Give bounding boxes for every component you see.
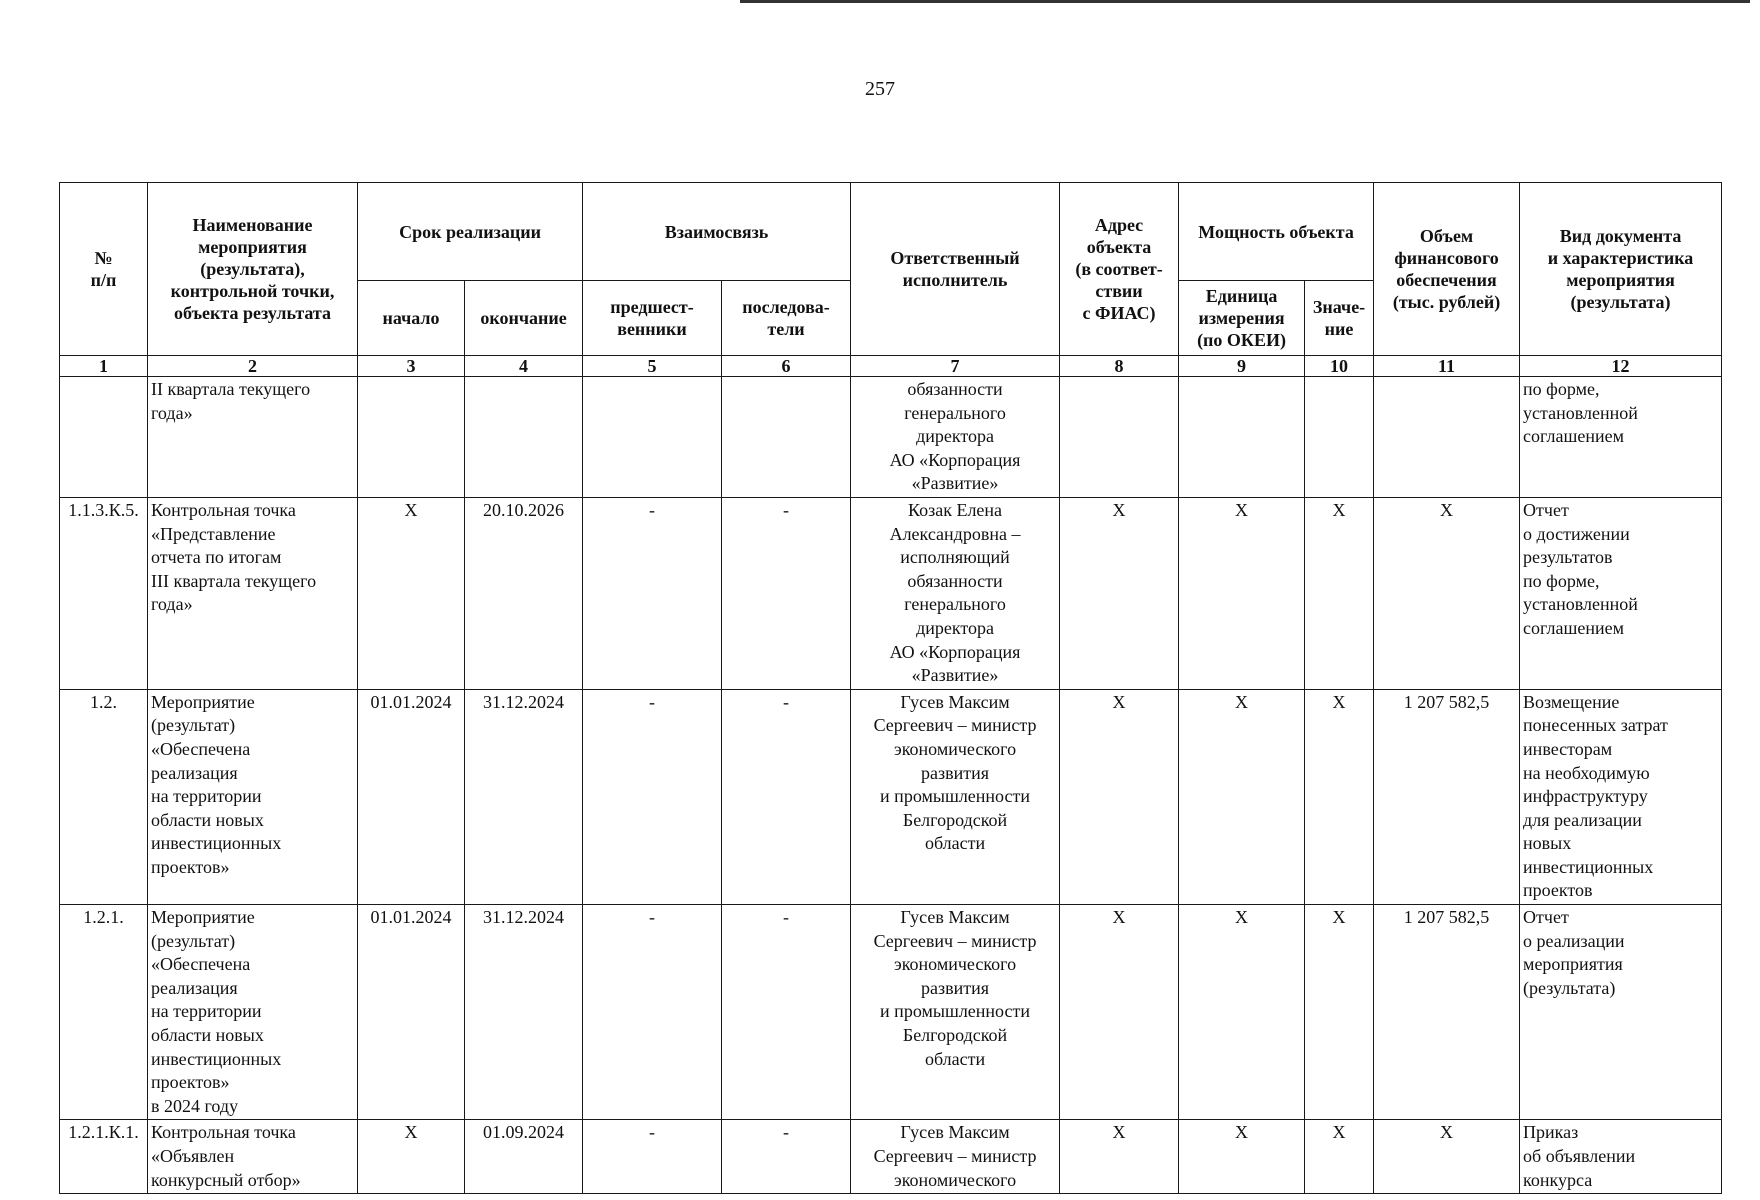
row-number: 1.2.1.К.1. xyxy=(60,1120,148,1194)
row-predecessors xyxy=(583,377,722,498)
table-header xyxy=(60,183,1722,377)
table-row xyxy=(60,377,1722,498)
column-number: 7 xyxy=(851,356,1060,377)
plan-table xyxy=(59,182,1722,1194)
column-number: 4 xyxy=(465,356,583,377)
header-number: № п/п xyxy=(60,183,148,356)
row-start: X xyxy=(358,1120,465,1194)
row-predecessors: - xyxy=(583,497,722,689)
row-successors: - xyxy=(722,497,851,689)
column-number: 8 xyxy=(1060,356,1179,377)
column-number: 10 xyxy=(1305,356,1374,377)
table-row xyxy=(60,497,1722,689)
table-row xyxy=(60,689,1722,904)
row-unit: X xyxy=(1179,1120,1305,1194)
row-value xyxy=(1305,377,1374,498)
column-number: 5 xyxy=(583,356,722,377)
header-name: Наименование мероприятия (результата), контрольной точки, объекта результата xyxy=(148,183,358,356)
header-successors: последова- тели xyxy=(722,281,851,356)
header-end: окончание xyxy=(465,281,583,356)
row-amount: X xyxy=(1374,497,1520,689)
row-start: X xyxy=(358,497,465,689)
header-value: Значе- ние xyxy=(1305,281,1374,356)
column-number: 11 xyxy=(1374,356,1520,377)
row-predecessors: - xyxy=(583,689,722,904)
row-amount xyxy=(1374,377,1520,498)
row-name: Мероприятие (результат) «Обеспечена реализация на территории области новых инвестиционных проектов» xyxy=(148,689,358,904)
header-responsible: Ответственный исполнитель xyxy=(851,183,1060,356)
row-amount: 1 207 582,5 xyxy=(1374,905,1520,1120)
row-unit: X xyxy=(1179,497,1305,689)
row-address: X xyxy=(1060,497,1179,689)
header-implementation-period: Срок реализации xyxy=(358,183,583,281)
top-border-line xyxy=(740,0,1750,3)
page-number: 257 xyxy=(865,78,895,100)
row-value: X xyxy=(1305,905,1374,1120)
row-responsible: Гусев Максим Сергеевич – министр экономического развития и промышленности Белгородской области xyxy=(851,905,1060,1120)
row-number: 1.1.3.К.5. xyxy=(60,497,148,689)
row-responsible: Козак Елена Александровна – исполняющий обязанности генерального директора АО «Корпорация «Развитие» xyxy=(851,497,1060,689)
row-value: X xyxy=(1305,497,1374,689)
row-responsible: Гусев Максим Сергеевич – министр экономического xyxy=(851,1120,1060,1194)
row-end xyxy=(465,377,583,498)
row-successors: - xyxy=(722,689,851,904)
row-unit xyxy=(1179,377,1305,498)
row-value: X xyxy=(1305,1120,1374,1194)
row-document: Отчет о реализации мероприятия (результата) xyxy=(1520,905,1722,1120)
header-capacity: Мощность объекта xyxy=(1179,183,1374,281)
header-funding: Объем финансового обеспечения (тыс. рублей) xyxy=(1374,183,1520,356)
row-number: 1.2.1. xyxy=(60,905,148,1120)
header-start: начало xyxy=(358,281,465,356)
row-name: Контрольная точка «Представление отчета по итогам III квартала текущего года» xyxy=(148,497,358,689)
row-value: X xyxy=(1305,689,1374,904)
row-unit: X xyxy=(1179,689,1305,904)
column-number: 12 xyxy=(1520,356,1722,377)
row-predecessors: - xyxy=(583,905,722,1120)
row-start xyxy=(358,377,465,498)
row-address xyxy=(1060,377,1179,498)
row-document: Приказ об объявлении конкурса xyxy=(1520,1120,1722,1194)
header-relationship: Взаимосвязь xyxy=(583,183,851,281)
row-name: Контрольная точка «Объявлен конкурсный отбор» xyxy=(148,1120,358,1194)
row-amount: X xyxy=(1374,1120,1520,1194)
row-unit: X xyxy=(1179,905,1305,1120)
row-document: Возмещение понесенных затрат инвесторам на необходимую инфраструктуру для реализации новых инвестиционных проектов xyxy=(1520,689,1722,904)
column-number: 6 xyxy=(722,356,851,377)
row-responsible: Гусев Максим Сергеевич – министр экономического развития и промышленности Белгородской области xyxy=(851,689,1060,904)
column-number: 9 xyxy=(1179,356,1305,377)
row-amount: 1 207 582,5 xyxy=(1374,689,1520,904)
row-start: 01.01.2024 xyxy=(358,905,465,1120)
row-end: 31.12.2024 xyxy=(465,689,583,904)
row-successors: - xyxy=(722,1120,851,1194)
header-unit: Единица измерения (по ОКЕИ) xyxy=(1179,281,1305,356)
column-number: 1 xyxy=(60,356,148,377)
row-successors xyxy=(722,377,851,498)
row-document: по форме, установленной соглашением xyxy=(1520,377,1722,498)
column-number-row xyxy=(60,356,1722,377)
row-responsible: обязанности генерального директора АО «Корпорация «Развитие» xyxy=(851,377,1060,498)
row-address: X xyxy=(1060,1120,1179,1194)
header-document-type: Вид документа и характеристика мероприятия (результата) xyxy=(1520,183,1722,356)
row-start: 01.01.2024 xyxy=(358,689,465,904)
table-row xyxy=(60,1120,1722,1194)
row-name: Мероприятие (результат) «Обеспечена реализация на территории области новых инвестиционных проектов» в 2024 году xyxy=(148,905,358,1120)
row-end: 01.09.2024 xyxy=(465,1120,583,1194)
row-number: 1.2. xyxy=(60,689,148,904)
header-predecessors: предшест- венники xyxy=(583,281,722,356)
row-predecessors: - xyxy=(583,1120,722,1194)
row-successors: - xyxy=(722,905,851,1120)
column-number: 3 xyxy=(358,356,465,377)
row-end: 31.12.2024 xyxy=(465,905,583,1120)
row-document: Отчет о достижении результатов по форме, установленной соглашением xyxy=(1520,497,1722,689)
row-number xyxy=(60,377,148,498)
column-number: 2 xyxy=(148,356,358,377)
header-address: Адрес объекта (в соответ- ствии с ФИАС) xyxy=(1060,183,1179,356)
row-name: II квартала текущего года» xyxy=(148,377,358,498)
row-end: 20.10.2026 xyxy=(465,497,583,689)
table-row xyxy=(60,905,1722,1120)
row-address: X xyxy=(1060,689,1179,904)
row-address: X xyxy=(1060,905,1179,1120)
